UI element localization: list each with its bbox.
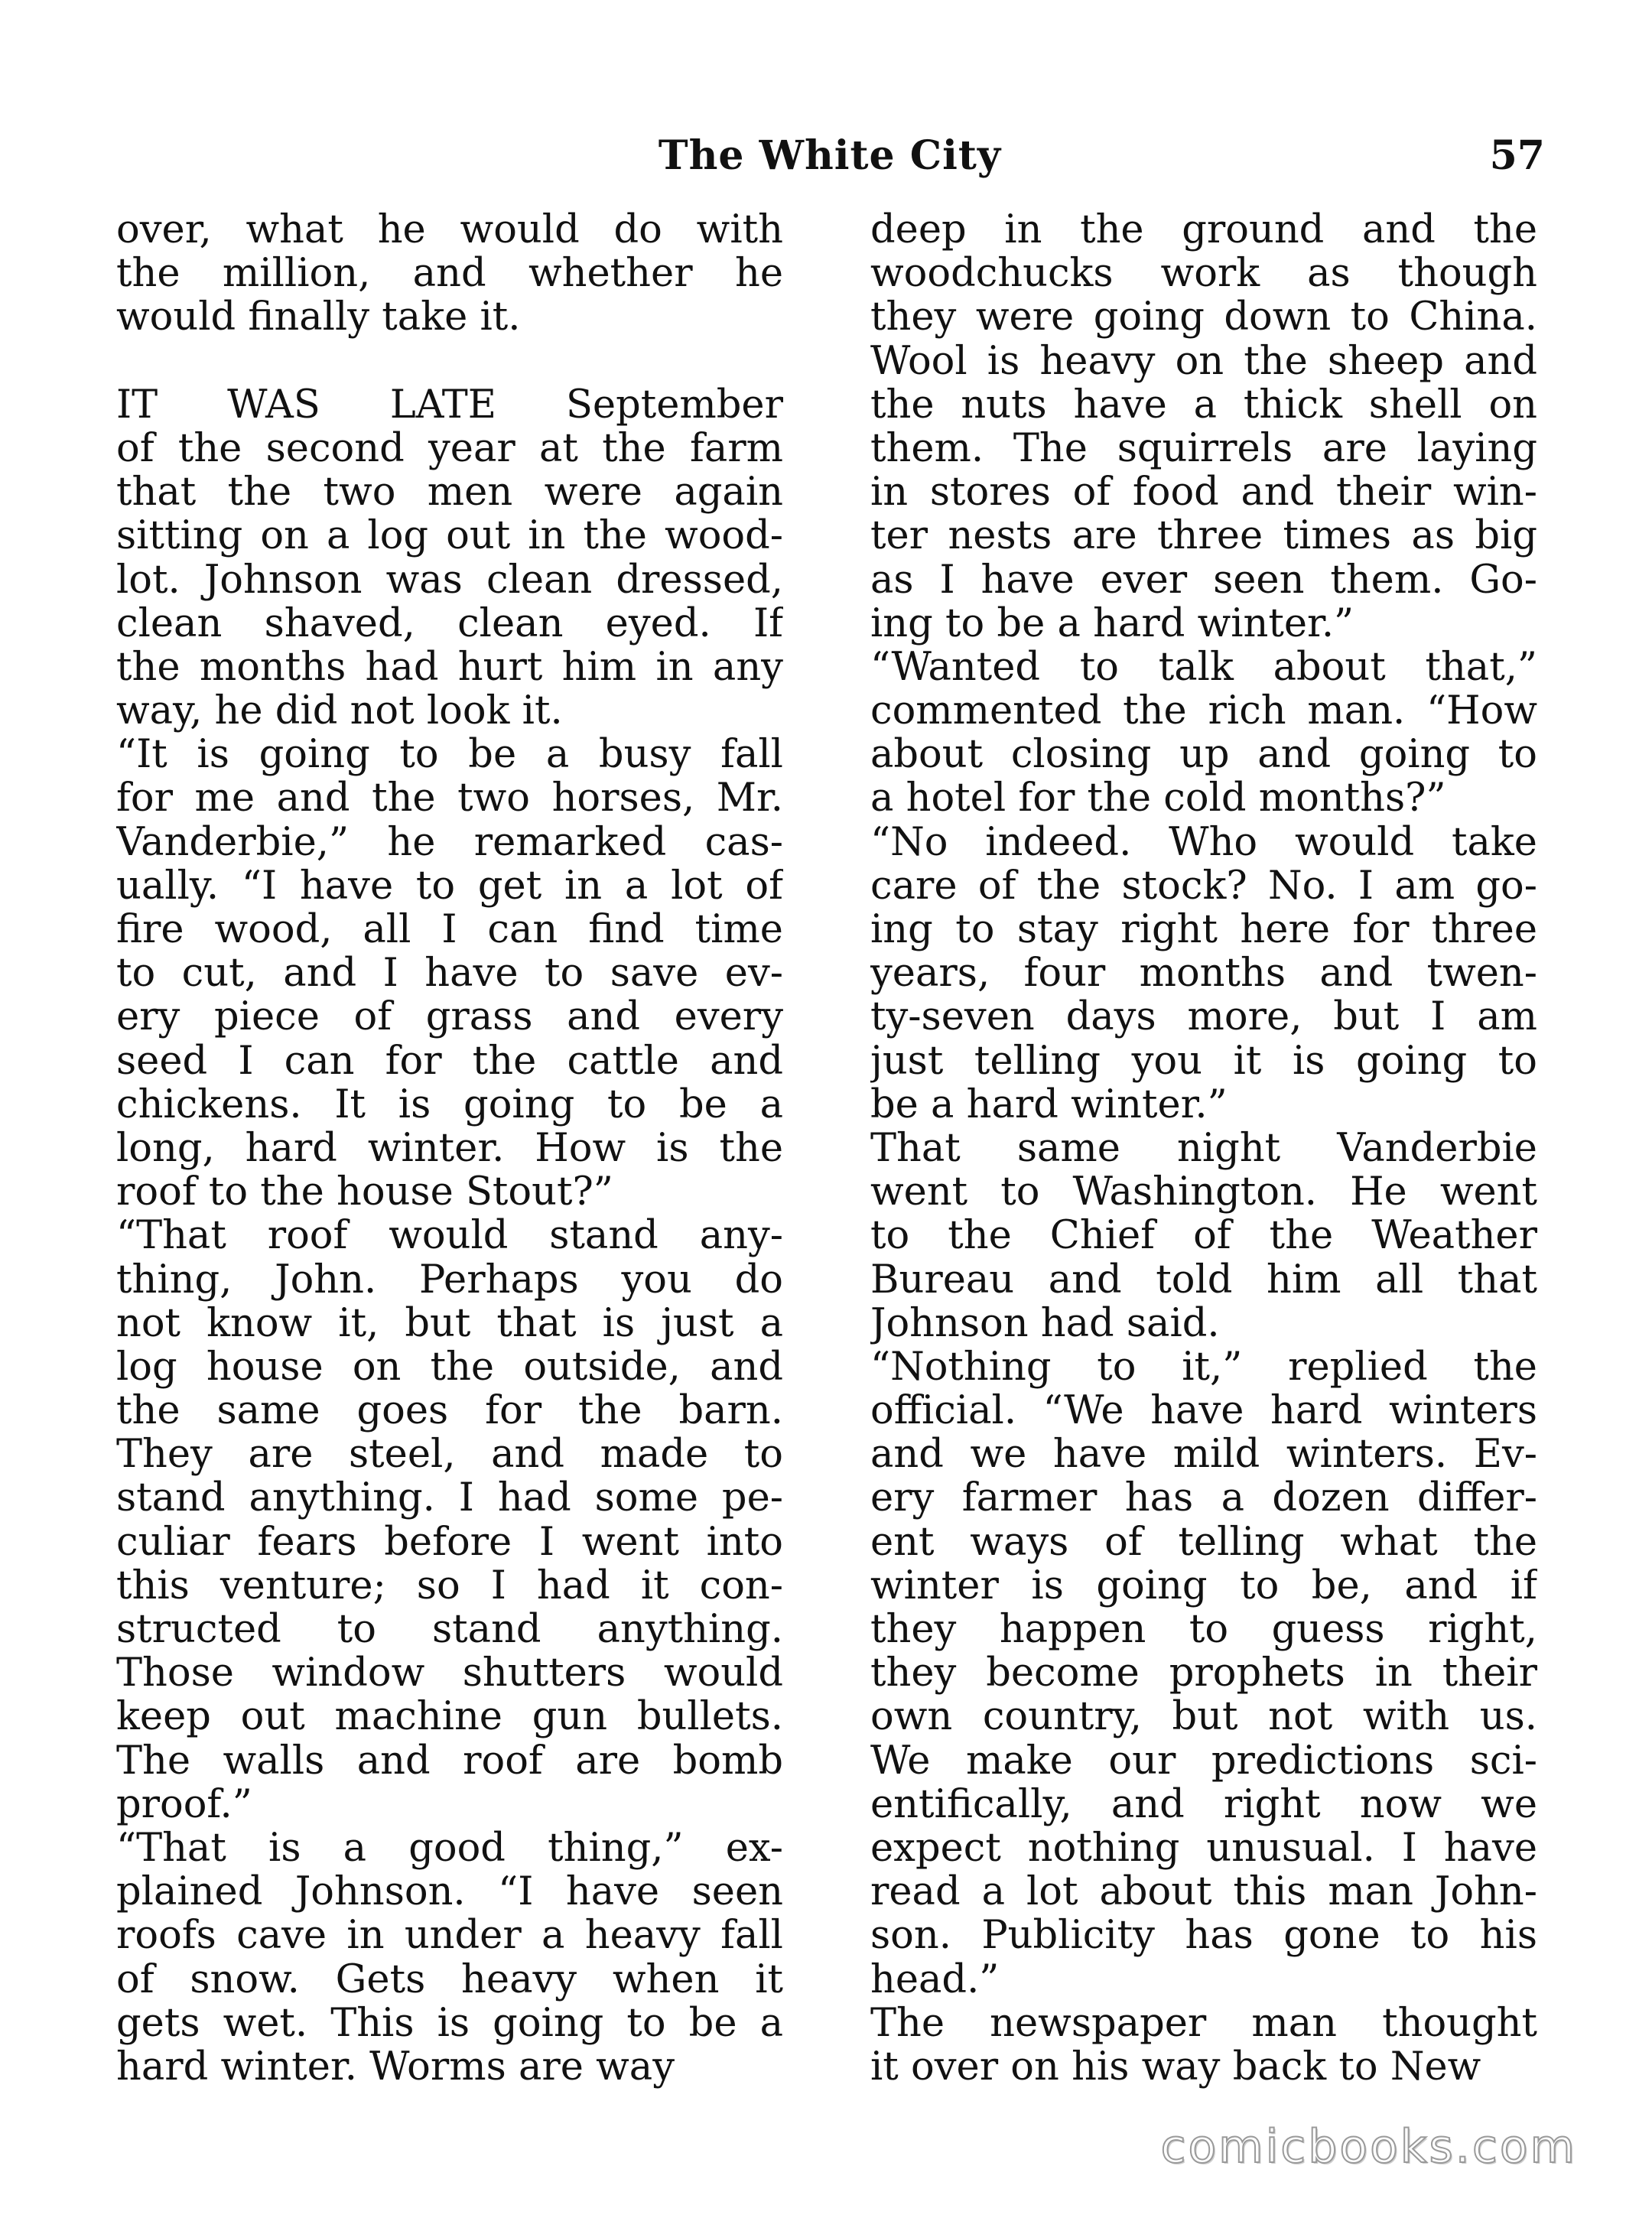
text-line: over, what he would do with bbox=[116, 208, 783, 252]
text-line: official. “We have hard winters bbox=[870, 1389, 1537, 1433]
text-line: the nuts have a thick shell on bbox=[870, 382, 1537, 427]
text-line: head.” bbox=[870, 1957, 1000, 2002]
text-line: winter is going to be, and if bbox=[870, 1563, 1537, 1608]
text-line: The walls and roof are bomb bbox=[116, 1738, 783, 1783]
text-line: ing to be a hard winter.” bbox=[870, 601, 1354, 646]
text-line: fire wood, all I can find time bbox=[116, 908, 783, 952]
text-line: that the two men were again bbox=[116, 470, 783, 515]
text-line: That same night Vanderbie bbox=[870, 1126, 1537, 1171]
text-line: “No indeed. Who would take bbox=[870, 820, 1537, 864]
text-line: The newspaper man thought bbox=[870, 2001, 1537, 2045]
text-line: thing, John. Perhaps you do bbox=[116, 1257, 783, 1302]
text-line: ter nests are three times as big bbox=[870, 514, 1537, 558]
text-line: hard winter. Worms are way bbox=[116, 2044, 675, 2090]
text-line: Johnson had said. bbox=[870, 1301, 1220, 1345]
watermark-logo: comicbooks.com bbox=[1160, 2120, 1577, 2174]
text-line: for me and the two horses, Mr. bbox=[116, 776, 783, 821]
text-line: stand anything. I had some pe- bbox=[116, 1476, 783, 1520]
text-line: commented the rich man. “How bbox=[870, 689, 1537, 733]
text-line: they were going down to China. bbox=[870, 295, 1537, 340]
text-line: they happen to guess right, bbox=[870, 1608, 1537, 1652]
text-line: ery farmer has a dozen differ- bbox=[870, 1476, 1537, 1520]
text-line: gets wet. This is going to be a bbox=[116, 2001, 783, 2045]
text-line: proof.” bbox=[116, 1782, 252, 1826]
text-line: ually. “I have to get in a lot of bbox=[116, 863, 783, 908]
text-line: log house on the outside, and bbox=[116, 1345, 783, 1390]
text-line: structed to stand anything. bbox=[116, 1608, 783, 1652]
text-line: and we have mild winters. Ev- bbox=[870, 1433, 1537, 1477]
text-line: woodchucks work as though bbox=[870, 252, 1537, 296]
text-line: they become prophets in their bbox=[870, 1651, 1537, 1696]
text-line: keep out machine gun bullets. bbox=[116, 1695, 783, 1739]
text-line: the months had hurt him in any bbox=[116, 645, 783, 690]
text-line: the same goes for the barn. bbox=[116, 1389, 783, 1433]
text-line: We make our predictions sci- bbox=[870, 1738, 1537, 1783]
text-line: them. The squirrels are laying bbox=[870, 426, 1537, 471]
text-line: this venture; so I had it con- bbox=[116, 1563, 783, 1608]
text-line: of snow. Gets heavy when it bbox=[116, 1957, 783, 2002]
text-line: roof to the house Stout?” bbox=[116, 1170, 613, 1215]
text-line: a hotel for the cold months?” bbox=[870, 776, 1446, 821]
text-line: to cut, and I have to save ev- bbox=[116, 951, 783, 996]
text-line: IT WAS LATE September bbox=[116, 382, 783, 427]
text-line: Those window shutters would bbox=[116, 1651, 783, 1696]
text-line: the million, and whether he bbox=[116, 252, 783, 296]
text-line: They are steel, and made to bbox=[116, 1433, 783, 1477]
page-header bbox=[115, 125, 1545, 187]
right-text-column bbox=[870, 208, 1537, 2089]
text-line: care of the stock? No. I am go- bbox=[870, 863, 1537, 908]
text-line: “It is going to be a busy fall bbox=[116, 733, 783, 777]
text-line: expect nothing unusual. I have bbox=[870, 1826, 1537, 1871]
left-text-column bbox=[116, 208, 783, 2089]
text-line: son. Publicity has gone to his bbox=[870, 1914, 1537, 1958]
text-line: in stores of food and their win- bbox=[870, 470, 1537, 515]
text-line: plained Johnson. “I have seen bbox=[116, 1870, 783, 1914]
running-title: The White City bbox=[658, 132, 1002, 179]
text-line: sitting on a log out in the wood- bbox=[116, 514, 783, 558]
text-line: years, four months and twen- bbox=[870, 951, 1537, 996]
text-line: “That roof would stand any- bbox=[116, 1214, 783, 1258]
text-line: just telling you it is going to bbox=[870, 1039, 1537, 1083]
text-line: way, he did not look it. bbox=[116, 689, 563, 733]
text-line: Vanderbie,” he remarked cas- bbox=[116, 820, 783, 864]
text-line: Bureau and told him all that bbox=[870, 1257, 1537, 1302]
text-line: lot. Johnson was clean dressed, bbox=[116, 558, 783, 602]
text-line: “Wanted to talk about that,” bbox=[870, 645, 1537, 690]
text-line: ty-seven days more, but I am bbox=[870, 995, 1537, 1039]
text-line: of the second year at the farm bbox=[116, 426, 783, 471]
text-line: Wool is heavy on the sheep and bbox=[870, 339, 1537, 383]
text-line: “That is a good thing,” ex- bbox=[116, 1826, 783, 1871]
text-line: entifically, and right now we bbox=[870, 1782, 1537, 1826]
text-line: not know it, but that is just a bbox=[116, 1301, 783, 1345]
text-line: long, hard winter. How is the bbox=[116, 1126, 783, 1171]
text-line: about closing up and going to bbox=[870, 733, 1537, 777]
text-line: chickens. It is going to be a bbox=[116, 1082, 783, 1127]
text-line: “Nothing to it,” replied the bbox=[870, 1345, 1537, 1390]
text-line: seed I can for the cattle and bbox=[116, 1039, 783, 1083]
text-line: clean shaved, clean eyed. If bbox=[116, 601, 783, 646]
text-line: roofs cave in under a heavy fall bbox=[116, 1914, 783, 1958]
text-line: to the Chief of the Weather bbox=[870, 1214, 1537, 1258]
text-line: as I have ever seen them. Go- bbox=[870, 558, 1537, 602]
page-number: 57 bbox=[1489, 132, 1545, 179]
text-line: ing to stay right here for three bbox=[870, 908, 1537, 952]
text-line: own country, but not with us. bbox=[870, 1695, 1537, 1739]
text-line: went to Washington. He went bbox=[870, 1170, 1537, 1215]
text-line: would finally take it. bbox=[116, 295, 521, 340]
text-line: ery piece of grass and every bbox=[116, 995, 783, 1039]
text-line: deep in the ground and the bbox=[870, 208, 1537, 252]
text-line: read a lot about this man John- bbox=[870, 1870, 1537, 1914]
text-line: ent ways of telling what the bbox=[870, 1520, 1537, 1564]
text-line: it over on his way back to New bbox=[870, 2044, 1481, 2090]
text-line: culiar fears before I went into bbox=[116, 1520, 783, 1564]
paragraph-gap bbox=[116, 340, 783, 383]
text-line: be a hard winter.” bbox=[870, 1082, 1228, 1127]
